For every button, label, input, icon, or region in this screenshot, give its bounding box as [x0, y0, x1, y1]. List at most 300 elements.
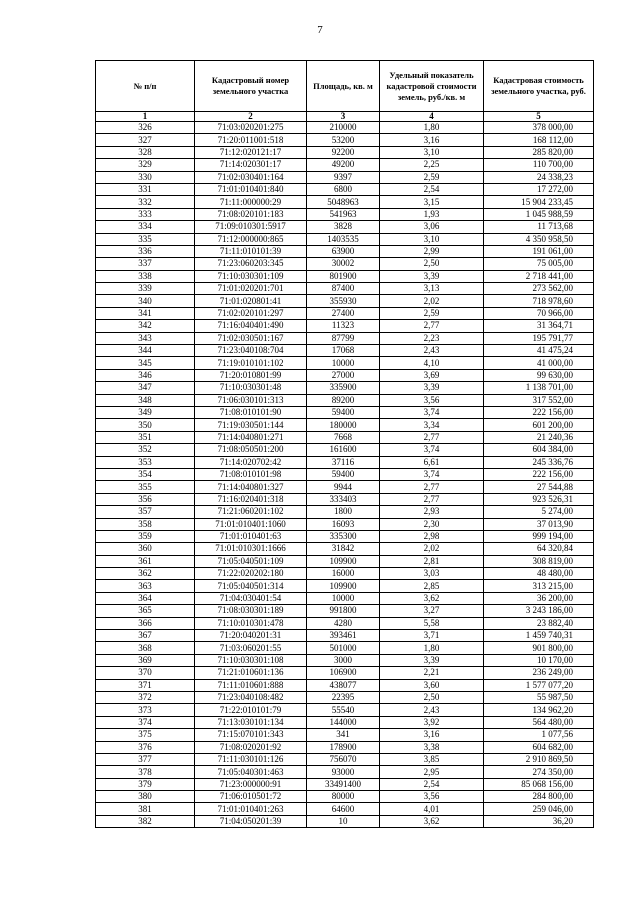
- row-number-cell: 367: [96, 630, 195, 642]
- specific-value-cell: 2,50: [380, 691, 484, 703]
- area-cell: 7668: [307, 431, 380, 443]
- row-number-cell: 375: [96, 729, 195, 741]
- table-row: [96, 444, 594, 456]
- cadastral-number-cell: 71:22:020202:180: [195, 568, 307, 580]
- area-cell: 341: [307, 729, 380, 741]
- row-number-cell: 370: [96, 667, 195, 679]
- specific-value-cell: 4,10: [380, 357, 484, 369]
- cadastral-value-cell: 245 336,76: [484, 456, 594, 468]
- row-number-cell: 329: [96, 159, 195, 171]
- header-cadastral-value: Кадастровая стоимость земельного участка, руб.: [484, 61, 594, 112]
- cadastral-value-cell: 313 215,00: [484, 580, 594, 592]
- cadastral-number-cell: 71:10:010301:478: [195, 617, 307, 629]
- cadastral-number-cell: 71:21:010601:136: [195, 667, 307, 679]
- area-cell: 3828: [307, 221, 380, 233]
- row-number-cell: 336: [96, 245, 195, 257]
- cadastral-number-cell: 71:20:040201:31: [195, 630, 307, 642]
- table-row: [96, 518, 594, 530]
- table-row: [96, 815, 594, 827]
- cadastral-value-cell: 11 713,68: [484, 221, 594, 233]
- table-row: [96, 741, 594, 753]
- row-number-cell: 341: [96, 307, 195, 319]
- row-number-cell: 331: [96, 183, 195, 195]
- row-number-cell: 374: [96, 716, 195, 728]
- row-number-cell: 353: [96, 456, 195, 468]
- area-cell: 22395: [307, 691, 380, 703]
- table-row: [96, 332, 594, 344]
- area-cell: 59400: [307, 468, 380, 480]
- specific-value-cell: 3,60: [380, 679, 484, 691]
- specific-value-cell: 2,50: [380, 258, 484, 270]
- cadastral-number-cell: 71:01:020201:701: [195, 283, 307, 295]
- cadastral-value-table: [95, 60, 594, 828]
- cadastral-number-cell: 71:16:040401:490: [195, 320, 307, 332]
- cadastral-number-cell: 71:03:020201:275: [195, 122, 307, 134]
- column-number-row: [96, 112, 594, 122]
- area-cell: 93000: [307, 766, 380, 778]
- area-cell: 80000: [307, 791, 380, 803]
- table-row: [96, 345, 594, 357]
- cadastral-number-cell: 71:01:010401:1060: [195, 518, 307, 530]
- row-number-cell: 378: [96, 766, 195, 778]
- row-number-cell: 376: [96, 741, 195, 753]
- row-number-cell: 333: [96, 208, 195, 220]
- specific-value-cell: 3,13: [380, 283, 484, 295]
- specific-value-cell: 3,03: [380, 568, 484, 580]
- area-cell: 89200: [307, 394, 380, 406]
- table-row: [96, 506, 594, 518]
- specific-value-cell: 3,15: [380, 196, 484, 208]
- specific-value-cell: 2,02: [380, 295, 484, 307]
- table-row: [96, 369, 594, 381]
- table-row: [96, 196, 594, 208]
- cadastral-value-cell: 999 194,00: [484, 530, 594, 542]
- cadastral-number-cell: 71:13:030101:134: [195, 716, 307, 728]
- cadastral-value-cell: 41 475,24: [484, 345, 594, 357]
- cadastral-value-cell: 718 978,60: [484, 295, 594, 307]
- cadastral-value-cell: 259 046,00: [484, 803, 594, 815]
- area-cell: 991800: [307, 605, 380, 617]
- table-row: [96, 605, 594, 617]
- specific-value-cell: 2,77: [380, 431, 484, 443]
- cadastral-value-cell: 273 562,00: [484, 283, 594, 295]
- specific-value-cell: 2,54: [380, 778, 484, 790]
- specific-value-cell: 3,56: [380, 791, 484, 803]
- specific-value-cell: 2,77: [380, 481, 484, 493]
- specific-value-cell: 2,23: [380, 332, 484, 344]
- specific-value-cell: 2,95: [380, 766, 484, 778]
- table-row: [96, 555, 594, 567]
- cadastral-number-cell: 71:23:040108:704: [195, 345, 307, 357]
- area-cell: 9944: [307, 481, 380, 493]
- cadastral-number-cell: 71:20:011001:518: [195, 134, 307, 146]
- cadastral-number-cell: 71:23:060203:345: [195, 258, 307, 270]
- cadastral-number-cell: 71:03:060201:55: [195, 642, 307, 654]
- cadastral-number-cell: 71:08:020101:183: [195, 208, 307, 220]
- row-number-cell: 335: [96, 233, 195, 245]
- cadastral-number-cell: 71:09:010301:5917: [195, 221, 307, 233]
- specific-value-cell: 3,39: [380, 654, 484, 666]
- cadastral-number-cell: 71:11:030101:126: [195, 753, 307, 765]
- area-cell: 109900: [307, 580, 380, 592]
- specific-value-cell: 3,10: [380, 233, 484, 245]
- cadastral-number-cell: 71:23:000000:91: [195, 778, 307, 790]
- table-row: [96, 406, 594, 418]
- cadastral-number-cell: 71:08:020201:92: [195, 741, 307, 753]
- table-row: [96, 468, 594, 480]
- area-cell: 16093: [307, 518, 380, 530]
- table-row: [96, 679, 594, 691]
- table-body: [96, 122, 594, 828]
- table-row: [96, 208, 594, 220]
- specific-value-cell: 1,80: [380, 122, 484, 134]
- area-cell: 64600: [307, 803, 380, 815]
- specific-value-cell: 3,39: [380, 382, 484, 394]
- cadastral-value-cell: 4 350 958,50: [484, 233, 594, 245]
- area-cell: 16000: [307, 568, 380, 580]
- cadastral-value-cell: 21 240,36: [484, 431, 594, 443]
- area-cell: 10000: [307, 592, 380, 604]
- area-cell: 801900: [307, 270, 380, 282]
- row-number-cell: 350: [96, 419, 195, 431]
- specific-value-cell: 3,62: [380, 592, 484, 604]
- specific-value-cell: 3,92: [380, 716, 484, 728]
- cadastral-value-cell: 3 243 186,00: [484, 605, 594, 617]
- specific-value-cell: 3,71: [380, 630, 484, 642]
- cadastral-value-cell: 284 800,00: [484, 791, 594, 803]
- area-cell: 335900: [307, 382, 380, 394]
- cadastral-value-cell: 31 364,71: [484, 320, 594, 332]
- header-area: Площадь, кв. м: [307, 61, 380, 112]
- specific-value-cell: 3,27: [380, 605, 484, 617]
- row-number-cell: 352: [96, 444, 195, 456]
- column-number: 1: [96, 112, 195, 122]
- row-number-cell: 347: [96, 382, 195, 394]
- cadastral-value-cell: 24 338,23: [484, 171, 594, 183]
- table-row: [96, 493, 594, 505]
- row-number-cell: 338: [96, 270, 195, 282]
- row-number-cell: 343: [96, 332, 195, 344]
- table-row: [96, 221, 594, 233]
- area-cell: 335300: [307, 530, 380, 542]
- cadastral-value-cell: 37 013,90: [484, 518, 594, 530]
- row-number-cell: 372: [96, 691, 195, 703]
- specific-value-cell: 3,85: [380, 753, 484, 765]
- row-number-cell: 330: [96, 171, 195, 183]
- table-row: [96, 543, 594, 555]
- area-cell: 10: [307, 815, 380, 827]
- area-cell: 180000: [307, 419, 380, 431]
- area-cell: 541963: [307, 208, 380, 220]
- header-cadastral-number: Кадастровый номер земельного участка: [195, 61, 307, 112]
- row-number-cell: 358: [96, 518, 195, 530]
- row-number-cell: 354: [96, 468, 195, 480]
- cadastral-number-cell: 71:12:000000:865: [195, 233, 307, 245]
- cadastral-number-cell: 71:12:020121:17: [195, 146, 307, 158]
- area-cell: 9397: [307, 171, 380, 183]
- row-number-cell: 359: [96, 530, 195, 542]
- area-cell: 1403535: [307, 233, 380, 245]
- area-cell: 53200: [307, 134, 380, 146]
- column-number: 5: [484, 112, 594, 122]
- table-row: [96, 580, 594, 592]
- area-cell: 355930: [307, 295, 380, 307]
- specific-value-cell: 2,99: [380, 245, 484, 257]
- table-row: [96, 258, 594, 270]
- area-cell: 501000: [307, 642, 380, 654]
- cadastral-number-cell: 71:11:010101:39: [195, 245, 307, 257]
- table-row: [96, 283, 594, 295]
- cadastral-value-cell: 2 910 869,50: [484, 753, 594, 765]
- area-cell: 87400: [307, 283, 380, 295]
- table-header-row: [96, 61, 594, 112]
- table-row: [96, 630, 594, 642]
- area-cell: 30002: [307, 258, 380, 270]
- table-row: [96, 320, 594, 332]
- specific-value-cell: 3,74: [380, 468, 484, 480]
- table-row: [96, 295, 594, 307]
- specific-value-cell: 3,06: [380, 221, 484, 233]
- cadastral-value-cell: 604 682,00: [484, 741, 594, 753]
- table-row: [96, 691, 594, 703]
- specific-value-cell: 2,93: [380, 506, 484, 518]
- area-cell: 109900: [307, 555, 380, 567]
- table-row: [96, 766, 594, 778]
- cadastral-value-cell: 10 170,00: [484, 654, 594, 666]
- cadastral-value-cell: 601 200,00: [484, 419, 594, 431]
- row-number-cell: 379: [96, 778, 195, 790]
- specific-value-cell: 3,74: [380, 406, 484, 418]
- area-cell: 106900: [307, 667, 380, 679]
- cadastral-number-cell: 71:11:010601:888: [195, 679, 307, 691]
- cadastral-value-cell: 23 882,40: [484, 617, 594, 629]
- table-row: [96, 233, 594, 245]
- area-cell: 11323: [307, 320, 380, 332]
- specific-value-cell: 2,81: [380, 555, 484, 567]
- table-row: [96, 134, 594, 146]
- row-number-cell: 340: [96, 295, 195, 307]
- row-number-cell: 327: [96, 134, 195, 146]
- table-row: [96, 642, 594, 654]
- table-row: [96, 716, 594, 728]
- cadastral-value-cell: 901 800,00: [484, 642, 594, 654]
- specific-value-cell: 2,43: [380, 345, 484, 357]
- cadastral-number-cell: 71:05:040501:109: [195, 555, 307, 567]
- area-cell: 5048963: [307, 196, 380, 208]
- cadastral-value-cell: 1 138 701,00: [484, 382, 594, 394]
- specific-value-cell: 2,21: [380, 667, 484, 679]
- cadastral-number-cell: 71:14:020702:42: [195, 456, 307, 468]
- cadastral-number-cell: 71:22:010101:79: [195, 704, 307, 716]
- row-number-cell: 360: [96, 543, 195, 555]
- table-row: [96, 419, 594, 431]
- row-number-cell: 382: [96, 815, 195, 827]
- cadastral-value-cell: 604 384,00: [484, 444, 594, 456]
- cadastral-value-cell: 1 077,56: [484, 729, 594, 741]
- cadastral-value-cell: 168 112,00: [484, 134, 594, 146]
- area-cell: 178900: [307, 741, 380, 753]
- specific-value-cell: 3,34: [380, 419, 484, 431]
- cadastral-value-cell: 27 544,88: [484, 481, 594, 493]
- area-cell: 1800: [307, 506, 380, 518]
- cadastral-number-cell: 71:01:010401:263: [195, 803, 307, 815]
- cadastral-value-cell: 17 272,00: [484, 183, 594, 195]
- row-number-cell: 334: [96, 221, 195, 233]
- cadastral-number-cell: 71:20:010801:99: [195, 369, 307, 381]
- area-cell: 87799: [307, 332, 380, 344]
- area-cell: 4280: [307, 617, 380, 629]
- table-row: [96, 307, 594, 319]
- row-number-cell: 356: [96, 493, 195, 505]
- table-row: [96, 530, 594, 542]
- page-number: 7: [317, 24, 323, 36]
- cadastral-number-cell: 71:21:060201:102: [195, 506, 307, 518]
- cadastral-number-cell: 71:01:010301:1666: [195, 543, 307, 555]
- specific-value-cell: 2,85: [380, 580, 484, 592]
- cadastral-number-cell: 71:01:020801:41: [195, 295, 307, 307]
- cadastral-value-cell: 64 320,84: [484, 543, 594, 555]
- column-number: 2: [195, 112, 307, 122]
- cadastral-value-cell: 378 000,00: [484, 122, 594, 134]
- area-cell: 10000: [307, 357, 380, 369]
- area-cell: 756070: [307, 753, 380, 765]
- row-number-cell: 346: [96, 369, 195, 381]
- specific-value-cell: 2,02: [380, 543, 484, 555]
- cadastral-value-cell: 274 350,00: [484, 766, 594, 778]
- specific-value-cell: 5,58: [380, 617, 484, 629]
- table-row: [96, 803, 594, 815]
- table-row: [96, 146, 594, 158]
- cadastral-value-cell: 285 820,00: [484, 146, 594, 158]
- cadastral-value-cell: 48 480,00: [484, 568, 594, 580]
- specific-value-cell: 6,61: [380, 456, 484, 468]
- table-row: [96, 791, 594, 803]
- specific-value-cell: 2,98: [380, 530, 484, 542]
- table-row: [96, 159, 594, 171]
- area-cell: 27000: [307, 369, 380, 381]
- cadastral-number-cell: 71:06:010501:72: [195, 791, 307, 803]
- column-number: 4: [380, 112, 484, 122]
- cadastral-number-cell: 71:15:070101:343: [195, 729, 307, 741]
- specific-value-cell: 1,80: [380, 642, 484, 654]
- specific-value-cell: 3,39: [380, 270, 484, 282]
- row-number-cell: 365: [96, 605, 195, 617]
- cadastral-number-cell: 71:05:040301:463: [195, 766, 307, 778]
- area-cell: 17068: [307, 345, 380, 357]
- cadastral-number-cell: 71:04:050201:39: [195, 815, 307, 827]
- header-specific-value: Удельный показатель кадастровой стоимости земель, руб./кв. м: [380, 61, 484, 112]
- cadastral-value-cell: 41 000,00: [484, 357, 594, 369]
- cadastral-value-cell: 236 249,00: [484, 667, 594, 679]
- table-row: [96, 568, 594, 580]
- area-cell: 37116: [307, 456, 380, 468]
- table-row: [96, 183, 594, 195]
- header-row-number: № п/п: [96, 61, 195, 112]
- area-cell: 55540: [307, 704, 380, 716]
- row-number-cell: 328: [96, 146, 195, 158]
- area-cell: 33491400: [307, 778, 380, 790]
- specific-value-cell: 1,93: [380, 208, 484, 220]
- table-row: [96, 654, 594, 666]
- area-cell: 438077: [307, 679, 380, 691]
- row-number-cell: 326: [96, 122, 195, 134]
- cadastral-value-cell: 1 577 077,20: [484, 679, 594, 691]
- cadastral-value-cell: 15 904 233,45: [484, 196, 594, 208]
- table-row: [96, 704, 594, 716]
- cadastral-value-cell: 222 156,00: [484, 468, 594, 480]
- area-cell: 6800: [307, 183, 380, 195]
- row-number-cell: 380: [96, 791, 195, 803]
- area-cell: 92200: [307, 146, 380, 158]
- row-number-cell: 371: [96, 679, 195, 691]
- cadastral-number-cell: 71:16:020401:318: [195, 493, 307, 505]
- cadastral-number-cell: 71:19:010101:102: [195, 357, 307, 369]
- row-number-cell: 349: [96, 406, 195, 418]
- row-number-cell: 351: [96, 431, 195, 443]
- specific-value-cell: 2,30: [380, 518, 484, 530]
- area-cell: 3000: [307, 654, 380, 666]
- cadastral-number-cell: 71:14:040801:271: [195, 431, 307, 443]
- cadastral-value-cell: 222 156,00: [484, 406, 594, 418]
- row-number-cell: 362: [96, 568, 195, 580]
- row-number-cell: 348: [96, 394, 195, 406]
- specific-value-cell: 3,16: [380, 134, 484, 146]
- table-row: [96, 122, 594, 134]
- cadastral-number-cell: 71:05:040501:314: [195, 580, 307, 592]
- table-row: [96, 667, 594, 679]
- cadastral-number-cell: 71:10:030301:48: [195, 382, 307, 394]
- specific-value-cell: 2,43: [380, 704, 484, 716]
- table-row: [96, 270, 594, 282]
- row-number-cell: 361: [96, 555, 195, 567]
- cadastral-number-cell: 71:08:010101:90: [195, 406, 307, 418]
- specific-value-cell: 2,59: [380, 171, 484, 183]
- cadastral-number-cell: 71:11:000000:29: [195, 196, 307, 208]
- table-row: [96, 729, 594, 741]
- row-number-cell: 377: [96, 753, 195, 765]
- cadastral-value-cell: 134 962,20: [484, 704, 594, 716]
- table-row: [96, 394, 594, 406]
- specific-value-cell: 3,69: [380, 369, 484, 381]
- table-row: [96, 245, 594, 257]
- row-number-cell: 339: [96, 283, 195, 295]
- row-number-cell: 363: [96, 580, 195, 592]
- row-number-cell: 355: [96, 481, 195, 493]
- cadastral-value-cell: 564 480,00: [484, 716, 594, 728]
- specific-value-cell: 4,01: [380, 803, 484, 815]
- table-row: [96, 592, 594, 604]
- cadastral-number-cell: 71:08:030301:189: [195, 605, 307, 617]
- row-number-cell: 337: [96, 258, 195, 270]
- specific-value-cell: 3,16: [380, 729, 484, 741]
- cadastral-number-cell: 71:08:010101:98: [195, 468, 307, 480]
- cadastral-value-cell: 923 526,31: [484, 493, 594, 505]
- area-cell: 63900: [307, 245, 380, 257]
- row-number-cell: 332: [96, 196, 195, 208]
- specific-value-cell: 2,25: [380, 159, 484, 171]
- row-number-cell: 381: [96, 803, 195, 815]
- row-number-cell: 373: [96, 704, 195, 716]
- area-cell: 333403: [307, 493, 380, 505]
- cadastral-value-cell: 308 819,00: [484, 555, 594, 567]
- table-row: [96, 481, 594, 493]
- cadastral-number-cell: 71:14:020301:17: [195, 159, 307, 171]
- specific-value-cell: 3,56: [380, 394, 484, 406]
- table-row: [96, 456, 594, 468]
- area-cell: 59400: [307, 406, 380, 418]
- table-row: [96, 778, 594, 790]
- cadastral-value-cell: 110 700,00: [484, 159, 594, 171]
